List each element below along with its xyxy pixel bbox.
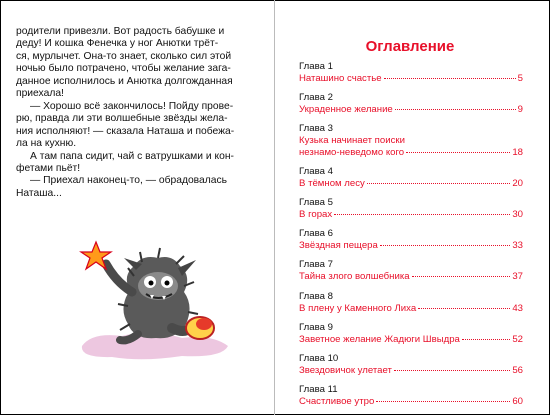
toc-entry[interactable] xyxy=(299,61,523,92)
page-number: 56 xyxy=(512,364,523,376)
chapter-number: Глава 11 xyxy=(299,383,338,395)
chapter-title-row xyxy=(299,303,523,315)
page-number: 18 xyxy=(512,147,523,159)
chapter-title-row xyxy=(299,396,523,408)
page-fold xyxy=(274,0,275,415)
chapter-number: Глава 1 xyxy=(299,61,333,72)
chapter-title: В тёмном лесу xyxy=(299,178,365,190)
dot-leader xyxy=(395,109,516,110)
chapter-title: незнамо-неведомо кого xyxy=(299,147,405,159)
page-number: 43 xyxy=(512,302,523,314)
chapter-title: Наташино счастье xyxy=(299,73,382,84)
text-line: рю, правда ли эти волшебные звёзды жела- xyxy=(16,113,228,125)
chapter-title: Звездовичок улетает xyxy=(299,364,392,376)
toc-entry[interactable] xyxy=(299,228,523,259)
text-line: ла на кухню. xyxy=(16,138,77,150)
page-number: 30 xyxy=(512,209,523,221)
dot-leader xyxy=(412,276,511,277)
text-line: ночью было потрачено, чтобы желание зага- xyxy=(16,63,231,75)
toc-entry[interactable] xyxy=(299,322,523,353)
toc-entry[interactable] xyxy=(299,92,523,123)
chapter-number: Глава 8 xyxy=(299,290,333,302)
dot-leader xyxy=(418,308,510,309)
dot-leader xyxy=(380,245,510,246)
chapter-title-row xyxy=(299,271,523,283)
text-line: — Приехал наконец-то, — обрадовалась xyxy=(30,175,228,187)
page-number: 5 xyxy=(517,73,523,84)
page-number: 33 xyxy=(512,240,523,252)
chapter-title-row xyxy=(299,104,523,116)
dot-leader xyxy=(384,78,516,79)
toc-entry[interactable] xyxy=(299,384,523,415)
toc-entry[interactable] xyxy=(299,353,523,384)
chapter-title-row xyxy=(299,334,523,346)
story-text xyxy=(16,26,264,200)
dot-leader xyxy=(406,152,510,153)
toc-entry[interactable] xyxy=(299,166,523,197)
text-line: приехала! xyxy=(16,88,64,100)
text-line: ся, мурлычет. Она-то знает, сколько сил этой xyxy=(16,50,232,62)
table-of-contents xyxy=(299,61,523,415)
chapter-title: Украденное желание xyxy=(299,104,393,116)
chapter-number: Глава 7 xyxy=(299,259,333,271)
chapter-title-row xyxy=(299,147,523,159)
chapter-title-row xyxy=(299,73,523,85)
page-number: 37 xyxy=(512,271,523,283)
chapter-title-row xyxy=(299,365,523,377)
text-line: — Хорошо всё закончилось! Пойду прове- xyxy=(30,100,234,112)
page-number: 52 xyxy=(512,333,523,345)
fuzzy-creature-with-star-illustration xyxy=(72,236,232,362)
chapter-number: Глава 9 xyxy=(299,321,333,333)
text-line: деду! И кошка Фенечка у ног Анютки трёт- xyxy=(16,38,219,50)
chapter-title-row xyxy=(299,240,523,252)
dot-leader xyxy=(462,339,510,340)
toc-entry[interactable] xyxy=(299,291,523,322)
chapter-title: В плену у Каменного Лиха xyxy=(299,302,417,314)
text-line: ния исполняют! — сказала Наташа и побежа- xyxy=(16,125,235,137)
chapter-number: Глава 10 xyxy=(299,352,339,364)
toc-entry[interactable] xyxy=(299,123,523,166)
page-number: 9 xyxy=(517,104,523,116)
text-line: данное исполнилось и Анютка долгожданная xyxy=(16,75,233,87)
dot-leader xyxy=(367,183,511,184)
text-line: Наташа... xyxy=(16,187,62,199)
chapter-title-row xyxy=(299,209,523,221)
chapter-number: Глава 3 xyxy=(299,123,333,135)
toc-heading: Оглавление xyxy=(365,38,455,55)
chapter-title: Заветное желание Жадюги Швыдра xyxy=(299,333,460,345)
dot-leader xyxy=(376,401,510,402)
chapter-title: В горах xyxy=(299,209,333,221)
dot-leader xyxy=(394,370,510,371)
text-line: фетами пьёт! xyxy=(16,162,81,174)
text-line: А там папа сидит, чай с ватрушками и кон- xyxy=(30,150,234,162)
page-number: 20 xyxy=(512,178,523,190)
chapter-number: Глава 5 xyxy=(299,197,333,209)
dot-leader xyxy=(334,214,510,215)
chapter-number: Глава 2 xyxy=(299,92,333,104)
page-number: 60 xyxy=(512,395,523,407)
chapter-title: Звёздная пещера xyxy=(299,240,378,252)
text-line: родители привезли. Вот радость бабушке и xyxy=(16,26,225,37)
chapter-title: Счастливое утро xyxy=(299,395,375,407)
chapter-title: Тайна злого волшебника xyxy=(299,271,410,283)
toc-entry[interactable] xyxy=(299,259,523,290)
chapter-number: Глава 6 xyxy=(299,228,333,240)
chapter-title-line: Кузька начинает поиски xyxy=(299,135,405,147)
toc-entry[interactable] xyxy=(299,197,523,228)
chapter-title-row xyxy=(299,178,523,190)
chapter-number: Глава 4 xyxy=(299,166,333,178)
